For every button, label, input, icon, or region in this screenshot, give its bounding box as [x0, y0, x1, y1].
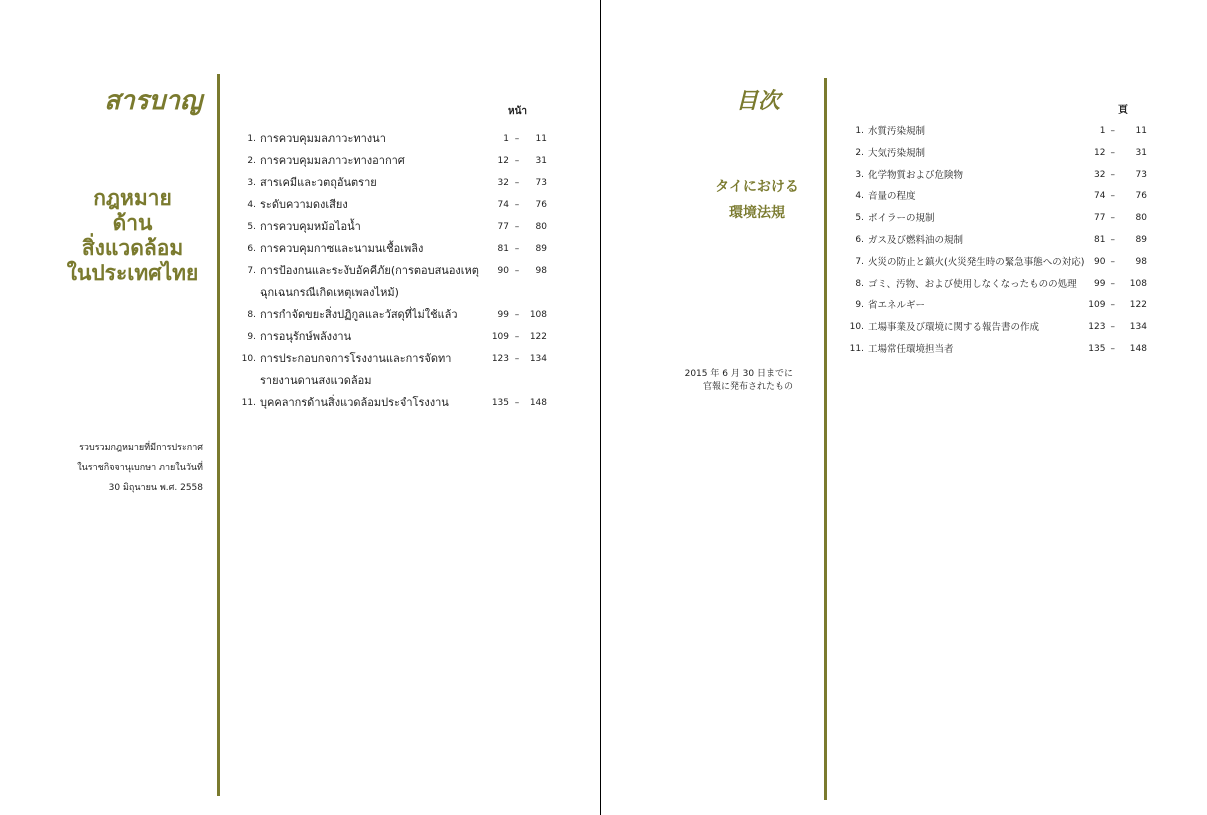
toc-entry[interactable] — [238, 238, 558, 260]
page-column-header: หน้า — [508, 106, 528, 117]
page-end: 31 — [535, 156, 547, 166]
toc-entry-number: 6. — [247, 244, 256, 254]
toc-entry-title: การควบคุมมลภาวะทางอากาศ — [260, 154, 405, 167]
page-start: 74 — [1094, 191, 1106, 202]
page-range-dash: – — [514, 178, 520, 188]
page-range-dash: – — [1110, 191, 1115, 202]
page-range — [1082, 121, 1147, 143]
page-title: สารบาญ — [104, 86, 202, 116]
page-start: 135 — [491, 398, 509, 408]
toc-entry-number: 8. — [855, 278, 864, 289]
page-range-dash: – — [1110, 147, 1115, 158]
toc-entry[interactable] — [238, 304, 558, 326]
page-range-dash: – — [514, 200, 520, 210]
page-range — [1082, 208, 1147, 230]
toc-entry[interactable] — [846, 252, 1166, 274]
toc-entry-title: ระดับความดงเสียง — [260, 198, 348, 211]
toc-entry-number: 7. — [247, 266, 256, 276]
subtitle-line: タイにおける — [715, 179, 799, 195]
toc-entry-title: 水質汚染規制 — [868, 126, 926, 137]
page-range-dash: – — [1110, 169, 1115, 180]
toc-entry-number: 1. — [855, 126, 864, 136]
toc-entry-number: 1. — [247, 134, 256, 144]
page-end: 76 — [535, 200, 547, 210]
note-line: 官報に発布されたもの — [702, 382, 793, 392]
toc-entry-number: 10. — [241, 354, 256, 364]
page-end: 11 — [535, 134, 547, 144]
page-end: 122 — [529, 332, 547, 342]
page-end: 148 — [1129, 343, 1147, 354]
page-range — [1082, 252, 1147, 274]
subtitle-line: สิ่งแวดล้อม — [81, 236, 184, 260]
page-range — [483, 348, 548, 370]
page-end: 80 — [1135, 213, 1147, 224]
page-end: 108 — [529, 310, 547, 320]
toc-entry-title: 大気汚染規制 — [868, 147, 926, 159]
page-range-dash: – — [1110, 256, 1115, 267]
toc-entry-title: การควบคุมมลภาวะทางนา — [260, 132, 386, 145]
page-range — [1082, 317, 1147, 339]
page-end: 122 — [1129, 300, 1147, 311]
toc-entry[interactable] — [846, 208, 1166, 230]
page-start: 135 — [1088, 343, 1106, 354]
subtitle-line: ในประเทศไทย — [66, 261, 199, 285]
page-range-dash: – — [514, 354, 520, 364]
page-start: 12 — [1094, 147, 1106, 158]
toc-entry-title: การกำจัดขยะสิ่งปฏิกูลและวัสดุที่ไม่ใช้แล้ว — [260, 308, 458, 321]
toc-entry-number: 6. — [855, 234, 864, 245]
page-column-header: 頁 — [1118, 105, 1128, 116]
toc-entry-title: 火災の防止と鎮火(火災発生時の緊急事態への対応) — [868, 256, 1085, 268]
page-end: 31 — [1135, 147, 1147, 158]
page-start: 77 — [1094, 213, 1106, 224]
page-end: 98 — [535, 266, 547, 276]
page-end: 89 — [535, 244, 547, 254]
page-range — [1082, 274, 1147, 296]
page-range — [483, 260, 548, 282]
toc-entry[interactable] — [238, 150, 558, 172]
toc-entry-number: 3. — [247, 178, 256, 188]
toc-entry[interactable] — [238, 216, 558, 238]
accent-rule — [217, 74, 220, 796]
page-end: 76 — [1135, 191, 1147, 202]
page-end: 134 — [529, 354, 547, 364]
toc-list — [238, 128, 558, 414]
note-line: 2015 年 6 月 30 日までに — [684, 369, 793, 379]
page-range — [483, 150, 548, 172]
page-range — [483, 216, 548, 238]
page-range-dash: – — [514, 266, 520, 276]
toc-entry[interactable] — [846, 295, 1166, 317]
page-end: 73 — [535, 178, 547, 188]
publication-note — [40, 438, 203, 498]
toc-entry-title: 音量の程度 — [868, 191, 916, 203]
toc-entry[interactable] — [238, 392, 558, 414]
toc-entry[interactable] — [846, 143, 1166, 165]
page-range-dash: – — [1110, 322, 1115, 333]
page-range-dash: – — [514, 332, 520, 342]
toc-entry-number: 4. — [855, 191, 864, 202]
toc-entry-title: การควบคุมกาซและนามนเชื้อเพลิง — [260, 242, 424, 255]
page-start: 81 — [1094, 234, 1106, 245]
page-range-dash: – — [514, 134, 520, 144]
japanese-page — [602, 0, 1207, 815]
page-range — [483, 194, 548, 216]
toc-entry-title: บุคคลากรด้านสิ่งแวดล้อมประจำโรงงาน — [260, 396, 449, 409]
toc-entry[interactable] — [846, 121, 1166, 143]
page-start: 123 — [1088, 322, 1106, 333]
toc-entry-number: 9. — [855, 300, 864, 311]
page-start: 90 — [1094, 256, 1106, 267]
page-range — [483, 238, 548, 260]
page-range-dash: – — [514, 398, 520, 408]
page-range-dash: – — [514, 244, 520, 254]
toc-entry-title: 工場常任環境担当者 — [868, 343, 954, 355]
page-range — [1082, 186, 1147, 208]
toc-entry[interactable] — [846, 317, 1166, 339]
page-range — [1082, 230, 1147, 252]
publication-note — [642, 368, 793, 394]
page-start: 90 — [497, 266, 509, 276]
toc-entry-number: 5. — [855, 213, 864, 224]
toc-entry-number: 5. — [247, 222, 256, 232]
page-range-dash: – — [1110, 234, 1115, 245]
page-range-dash: – — [1110, 343, 1115, 354]
page-range-dash: – — [514, 222, 520, 232]
page-start: 109 — [491, 332, 509, 342]
page-start: 77 — [497, 222, 509, 232]
page-range-dash: – — [1110, 278, 1115, 289]
toc-entry-title: 工場事業及び環境に関する報告書の作成 — [868, 322, 1040, 334]
page-range — [483, 326, 548, 348]
toc-entry[interactable] — [846, 165, 1166, 187]
toc-entry-number: 10. — [849, 322, 864, 333]
subtitle-line: 環境法規 — [729, 205, 785, 221]
toc-entry[interactable] — [846, 230, 1166, 252]
page-end: 11 — [1135, 126, 1147, 136]
toc-entry-title: การประกอบกจการโรงงานและการจัดทารายงานดานสงแวดล้อม — [260, 352, 452, 387]
page-range — [483, 128, 548, 150]
page-start: 12 — [497, 156, 509, 166]
toc-entry-number: 4. — [247, 200, 256, 210]
page-start: 109 — [1088, 300, 1106, 311]
page-end: 148 — [529, 398, 547, 408]
toc-entry-title: สารเคมีและวตถุอันตราย — [260, 176, 377, 189]
note-line: รวบรวมกฎหมายที่มีการประกาศ — [79, 443, 203, 453]
page-range-dash: – — [1110, 213, 1115, 224]
toc-entry-title: การป้องกนและระงับอัคคีภัย(การตอบสนองเหตุฉุกเฉนกรณีเกิดเหตุเพลงไหม้) — [260, 264, 479, 299]
page-range — [1082, 165, 1147, 187]
page-start: 74 — [497, 200, 509, 210]
page-range — [483, 392, 548, 414]
toc-entry[interactable] — [238, 260, 558, 304]
toc-entry-number: 11. — [241, 398, 256, 408]
page-start: 32 — [497, 178, 509, 188]
toc-entry[interactable] — [238, 348, 558, 392]
page-end: 134 — [1129, 322, 1147, 333]
toc-entry-number: 9. — [247, 332, 256, 342]
toc-entry-title: การอนุรักษ์พลังงาน — [260, 330, 352, 343]
toc-entry[interactable] — [846, 339, 1166, 361]
toc-entry-title: ガス及び燃料油の規制 — [868, 234, 964, 246]
toc-entry[interactable] — [846, 274, 1166, 296]
page-start: 1 — [1099, 126, 1106, 136]
toc-entry[interactable] — [238, 326, 558, 348]
document-subtitle — [40, 186, 225, 286]
thai-page — [0, 0, 600, 815]
page-range-dash: – — [1110, 126, 1115, 136]
page-start: 99 — [1094, 278, 1106, 289]
note-line: ในราชกิจจานุเบกษา ภายในวันที่ — [77, 463, 203, 473]
toc-entry-number: 2. — [247, 156, 256, 166]
page-range — [1082, 339, 1147, 361]
toc-entry[interactable] — [238, 172, 558, 194]
page-range-dash: – — [1110, 300, 1115, 311]
note-line: 30 มิถุนายน พ.ศ. 2558 — [108, 483, 203, 493]
toc-entry-title: 省エネルギー — [868, 300, 926, 312]
page-end: 98 — [1135, 256, 1147, 267]
toc-entry[interactable] — [846, 186, 1166, 208]
toc-list — [846, 121, 1166, 361]
subtitle-line: ด้าน — [112, 211, 153, 235]
toc-entry-title: ゴミ、汚物、および使用しなくなったものの処理 — [868, 278, 1077, 290]
toc-entry-title: การควบคุมหม้อไอน้ำ — [260, 220, 361, 233]
toc-entry-title: ボイラーの規制 — [868, 213, 935, 225]
toc-entry-number: 3. — [855, 169, 864, 180]
page-range — [483, 172, 548, 194]
page-range — [1082, 295, 1147, 317]
page-end: 80 — [535, 222, 547, 232]
page-end: 108 — [1129, 278, 1147, 289]
subtitle-line: กฎหมาย — [93, 186, 172, 210]
toc-entry-number: 11. — [849, 343, 864, 354]
page-start: 123 — [491, 354, 509, 364]
page-start: 99 — [497, 310, 509, 320]
toc-entry-title: 化学物質および危険物 — [868, 169, 964, 181]
toc-entry[interactable] — [238, 128, 558, 150]
toc-entry[interactable] — [238, 194, 558, 216]
page-start: 32 — [1094, 169, 1106, 180]
page-end: 89 — [1135, 234, 1147, 245]
toc-entry-number: 7. — [855, 256, 864, 267]
toc-entry-number: 2. — [855, 147, 864, 158]
page-range-dash: – — [514, 310, 520, 320]
page-range — [1082, 143, 1147, 165]
page-end: 73 — [1135, 169, 1147, 180]
page-range — [483, 304, 548, 326]
page-start: 1 — [503, 134, 509, 144]
page-start: 81 — [497, 244, 509, 254]
page-title: 目次 — [735, 89, 780, 114]
page-range-dash: – — [514, 156, 520, 166]
page-divider — [600, 0, 601, 815]
toc-entry-number: 8. — [247, 310, 256, 320]
